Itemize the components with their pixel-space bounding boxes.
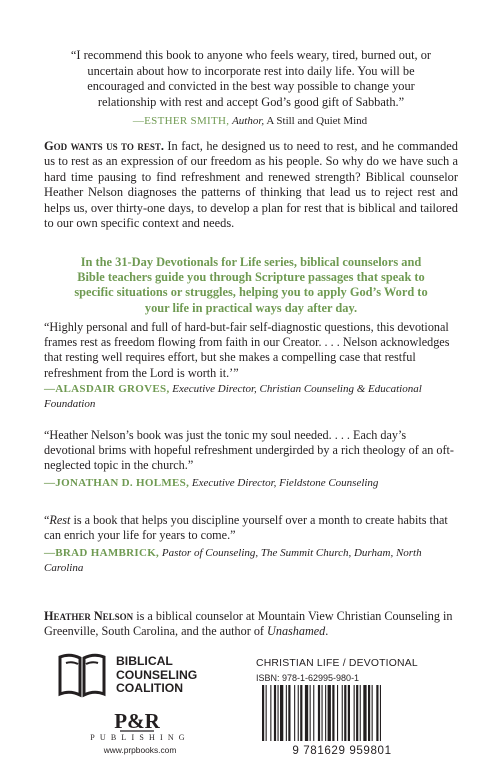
coalition-line: COALITION: [116, 681, 184, 696]
coalition-line: COUNSELING: [116, 667, 198, 682]
review-attribution: [44, 476, 458, 491]
publisher-logo-text: P&R: [114, 709, 160, 733]
review-open-quote: “: [44, 513, 50, 527]
endorser-book: A Still and Quiet Mind: [266, 115, 368, 127]
review-text: “Highly personal and full of hard-but-fair self-diagnostic questions, this devotional frames rest as freedom flowing from faith in our Creator. . . . Nelson acknowledges that resting well requires effort, but she makes a compelling case that restful refreshment from the Lord is worth it.’”: [44, 320, 450, 380]
review-attribution: [44, 382, 458, 411]
review-text: “Heather Nelson’s book was just the tonic my soul needed. . . . Each day’s devotional brims with hopeful refreshment undergirded by a rich theology of an oft-neglected topic in the church.”: [44, 428, 454, 473]
barcode-number: 9 781629 959801: [292, 744, 392, 757]
coalition-line: BIBLICAL: [116, 654, 173, 668]
barcode-icon: [256, 683, 428, 743]
reviewer-role: Executive Director, Fieldstone Counseling: [191, 477, 379, 489]
isbn: ISBN: 978-1-62995-980-1: [256, 673, 360, 683]
coalition-name: [116, 655, 246, 696]
review-text: [44, 513, 458, 543]
endorser-role: Author,: [232, 115, 265, 127]
description-lead: God wants us to rest.: [44, 139, 164, 153]
reviewer-name: —BRAD HAMBRICK,: [44, 547, 160, 559]
reviewer-role: Pastor of Counseling, The Summit Church, Durham, North Carolina: [44, 547, 422, 574]
publisher-name: PUBLISHING: [90, 733, 190, 742]
reviewer-role: Executive Director, Christian Counseling & Educational Foundation: [44, 383, 422, 410]
review-attribution: [44, 546, 458, 575]
description-body: In fact, he designed us to need to rest, and he commanded us to rest as an expression of our freedom as his people. So why do we have such a hard time pausing to find refreshment and renewed strength? Biblical counselor Heather Nelson diagnoses the patterns of thinking that lead us to reject rest and helps us, over thirty-one days, to develop a plan for rest that is biblical and tailored to our own specific context and needs.: [44, 139, 458, 231]
publisher-logo: [114, 708, 160, 733]
author-name: Heather Nelson: [44, 609, 134, 623]
reviewer-name: —JONATHAN D. HOLMES,: [44, 477, 190, 489]
book-category: CHRISTIAN LIFE / DEVOTIONAL: [256, 658, 418, 669]
review-title-italic: Rest: [49, 513, 71, 527]
top-endorsement-attribution: [100, 114, 400, 128]
review-body: is a book that helps you discipline yourself over a month to create habits that can enrich your life for years to come.”: [44, 513, 448, 543]
endorser-name: —ESTHER SMITH,: [132, 115, 230, 127]
author-book: Unashamed: [267, 624, 326, 639]
book-description: [44, 139, 458, 231]
publisher-url: www.prpbooks.com: [103, 745, 177, 755]
author-bio-end: .: [325, 624, 329, 639]
open-book-logo-icon: [56, 649, 108, 701]
author-bio-body: is a biblical counselor at Mountain View Christian Counseling in Greenville, South Carolina, and the author of: [44, 609, 453, 639]
reviewer-name: —ALASDAIR GROVES,: [44, 383, 170, 395]
author-bio: [44, 609, 458, 640]
top-endorsement-quote: “I recommend this book to anyone who feels weary, tired, burned out, or uncertain about how to incorporate rest into daily life. You will be encouraged and convicted in the best way possible to change your relationship with rest and accept God’s good gift of Sabbath.”: [70, 48, 432, 109]
series-blurb: In the 31-Day Devotionals for Life series, biblical counselors and Bible teachers guide you through Scripture passages that speak to specific situations or struggles, helping you to apply God’s Word to your life in practical ways day after day.: [74, 255, 428, 315]
